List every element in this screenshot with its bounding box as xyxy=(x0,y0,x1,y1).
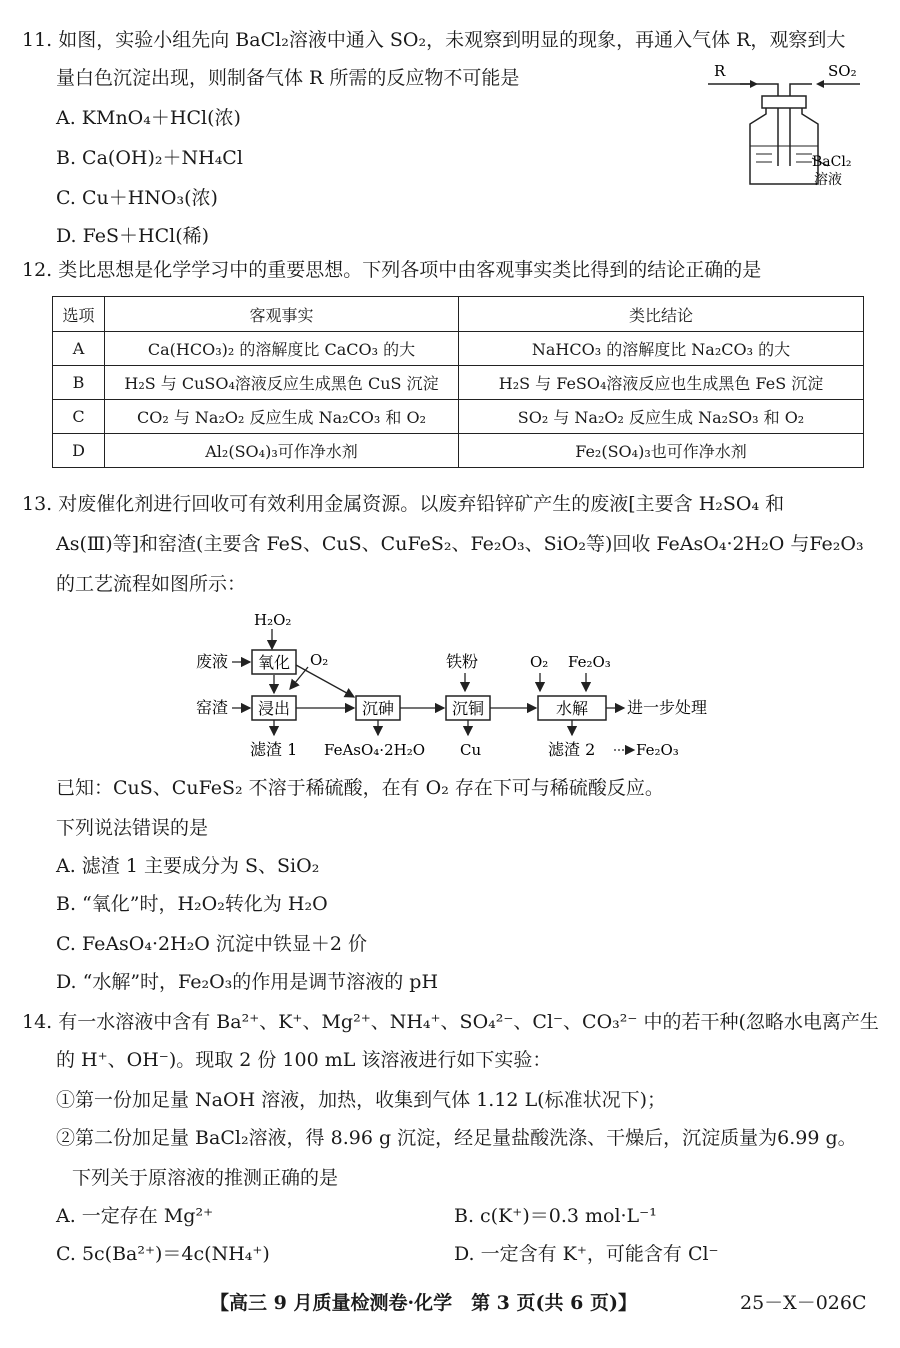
gas-r-label: R xyxy=(714,62,726,80)
residue1-label: 滤渣 1 xyxy=(250,740,298,759)
row-fact: CO₂ 与 Na₂O₂ 反应生成 Na₂CO₃ 和 O₂ xyxy=(105,400,459,434)
q13-option-d: D. “水解”时，Fe₂O₃的作用是调节溶液的 pH xyxy=(56,971,439,993)
oxidation-label: 氧化 xyxy=(258,653,291,672)
table-row xyxy=(53,434,864,468)
table-row xyxy=(53,332,864,366)
gas-so2-label: SO₂ xyxy=(828,62,857,80)
q12-stem: 12. 类比思想是化学学习中的重要思想。下列各项中由客观事实类比得到的结论正确的是 xyxy=(22,259,762,281)
solution-label: BaCl₂ xyxy=(812,154,852,170)
row-fact: Al₂(SO₄)₃可作净水剂 xyxy=(105,434,459,468)
table-row xyxy=(53,400,864,434)
row-option: B xyxy=(53,366,105,400)
q13-stem-line1: 13. 对废催化剂进行回收可有效利用金属资源。以废弃铅锌矿产生的废液[主要含 H₂SO₄ 和 xyxy=(22,493,785,515)
table-header-row xyxy=(53,297,864,332)
q11-option-d: D. FeS＋HCl(稀) xyxy=(56,225,210,247)
q13-stem-line2: As(Ⅲ)等]和窑渣(主要含 FeS、CuS、CuFeS₂、Fe₂O₃、SiO₂等)回收 FeAsO₄·2H₂O 与Fe₂O₃ xyxy=(56,533,864,555)
header-conclusion: 类比结论 xyxy=(459,297,864,332)
analogy-table xyxy=(52,296,864,468)
row-option: A xyxy=(53,332,105,366)
row-option: C xyxy=(53,400,105,434)
process-flow-diagram xyxy=(190,605,730,765)
fe2o3-in-label: Fe₂O₃ xyxy=(568,653,611,671)
q14-option-c: C. 5c(Ba²⁺)＝4c(NH₄⁺) xyxy=(56,1243,270,1265)
q14-stem-line1: 14. 有一水溶液中含有 Ba²⁺、K⁺、Mg²⁺、NH₄⁺、SO₄²⁻、Cl⁻、CO₃²⁻ 中的若干种(忽略水电离产生 xyxy=(22,1011,879,1033)
q13-option-a: A. 滤渣 1 主要成分为 S、SiO₂ xyxy=(56,855,320,877)
further-processing-label: 进一步处理 xyxy=(627,698,708,717)
hydrolysis-label: 水解 xyxy=(556,699,589,718)
gas-so2-arrowhead xyxy=(816,80,824,88)
residue2-label: 滤渣 2 xyxy=(548,740,596,759)
q13-stem-line3: 的工艺流程如图所示： xyxy=(56,573,247,595)
q14-ask: 下列关于原溶液的推测正确的是 xyxy=(72,1167,339,1189)
q14-stem-line2: 的 H⁺、OH⁻)。现取 2 份 100 mL 该溶液进行如下实验： xyxy=(56,1049,552,1071)
bottle-stopper xyxy=(762,96,806,108)
row-conclusion: H₂S 与 FeSO₄溶液反应也生成黑色 FeS 沉淀 xyxy=(459,366,864,400)
q11-stem-line2: 量白色沉淀出现，则制备气体 R 所需的反应物不可能是 xyxy=(56,67,520,89)
q13-option-b: B. “氧化”时，H₂O₂转化为 H₂O xyxy=(56,893,328,915)
q14-option-b: B. c(K⁺)＝0.3 mol·L⁻¹ xyxy=(454,1205,657,1227)
kiln-slag-label: 窑渣 xyxy=(196,698,229,717)
feaso4-label: FeAsO₄·2H₂O xyxy=(324,741,426,759)
header-fact: 客观事实 xyxy=(105,297,459,332)
q14-option-a: A. 一定存在 Mg²⁺ xyxy=(56,1205,214,1227)
waste-liquid-label: 废液 xyxy=(196,652,229,671)
header-option: 选项 xyxy=(53,297,105,332)
q11-stem-line1: 11. 如图，实验小组先向 BaCl₂溶液中通入 SO₂，未观察到明显的现象，再通入气体 R，观察到大 xyxy=(22,29,846,51)
cu-label: Cu xyxy=(460,741,482,759)
arsenic-precipitation-label: 沉砷 xyxy=(362,699,395,718)
q11-option-a: A. KMnO₄＋HCl(浓) xyxy=(56,107,241,129)
gas-washing-bottle-figure xyxy=(700,58,870,198)
row-conclusion: Fe₂(SO₄)₃也可作净水剂 xyxy=(459,434,864,468)
table-row xyxy=(53,366,864,400)
o2-label-b: O₂ xyxy=(530,653,549,671)
page-footer-title: 【高三 9 月质量检测卷·化学 第 3 页(共 6 页)】 xyxy=(210,1292,637,1314)
q13-ask: 下列说法错误的是 xyxy=(56,817,209,839)
solution-label-2: 溶液 xyxy=(814,172,842,188)
o2-label-a: O₂ xyxy=(310,651,329,669)
q14-experiment-2: ②第二份加足量 BaCl₂溶液，得 8.96 g 沉淀，经足量盐酸洗涤、干燥后，沉淀质量为6.99 g。 xyxy=(56,1127,857,1149)
row-option: D xyxy=(53,434,105,468)
q11-option-b: B. Ca(OH)₂＋NH₄Cl xyxy=(56,147,243,169)
leaching-label: 浸出 xyxy=(258,699,291,718)
row-fact: H₂S 与 CuSO₄溶液反应生成黑色 CuS 沉淀 xyxy=(105,366,459,400)
q14-experiment-1: ①第一份加足量 NaOH 溶液，加热，收集到气体 1.12 L(标准状况下)； xyxy=(56,1089,667,1111)
q14-option-d: D. 一定含有 K⁺，可能含有 Cl⁻ xyxy=(454,1243,719,1265)
row-conclusion: SO₂ 与 Na₂O₂ 反应生成 Na₂SO₃ 和 O₂ xyxy=(459,400,864,434)
page-footer-code: 25－X－026C xyxy=(740,1292,867,1314)
row-conclusion: NaHCO₃ 的溶解度比 Na₂CO₃ 的大 xyxy=(459,332,864,366)
oxidation-to-arsenic-arrow xyxy=(296,665,354,697)
h2o2-label: H₂O₂ xyxy=(254,611,292,629)
fe2o3-out-label: Fe₂O₃ xyxy=(636,741,679,759)
q11-option-c: C. Cu＋HNO₃(浓) xyxy=(56,187,218,209)
iron-powder-label: 铁粉 xyxy=(446,652,479,671)
row-fact: Ca(HCO₃)₂ 的溶解度比 CaCO₃ 的大 xyxy=(105,332,459,366)
q13-option-c: C. FeAsO₄·2H₂O 沉淀中铁显＋2 价 xyxy=(56,933,368,955)
copper-precipitation-label: 沉铜 xyxy=(452,699,485,718)
q13-known: 已知：CuS、CuFeS₂ 不溶于稀硫酸，在有 O₂ 存在下可与稀硫酸反应。 xyxy=(56,777,664,799)
